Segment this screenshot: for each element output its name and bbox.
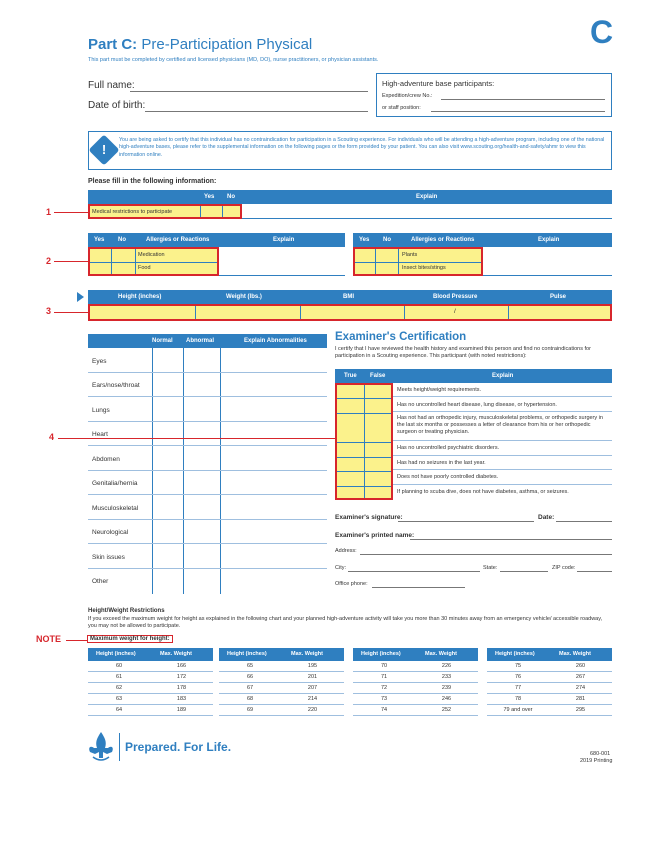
hw-table-header [487, 648, 612, 661]
vitals-row [88, 304, 612, 321]
hw-table-row [88, 683, 213, 694]
hw-weight-head: Max. Weight [160, 651, 192, 657]
hw-height-cell: 78 [514, 696, 522, 702]
exam-table [88, 348, 327, 594]
staff-field[interactable] [431, 111, 605, 112]
fill-in-label: Please fill in the following information: [88, 178, 217, 185]
hw-weight-cell: 183 [176, 696, 187, 702]
hw-table-row [88, 694, 213, 705]
hw-weight-cell: 274 [575, 685, 586, 691]
hw-weight-cell: 226 [441, 663, 452, 669]
printed-name-field[interactable] [410, 539, 612, 540]
bsa-logo [86, 730, 116, 764]
exam-row-neurological: Neurological [92, 529, 129, 536]
restrictions-label: Medical restrictions to participate [92, 209, 173, 215]
allergies-left-yes-head: Yes [94, 237, 105, 243]
cert-item-diabetes: Does not have poorly controlled diabetes. [397, 474, 499, 480]
allergies-right-no-head: No [383, 237, 391, 243]
dob-label: Date of birth: [88, 100, 146, 111]
exam-row-other: Other [92, 578, 109, 585]
restrictions-row [88, 204, 242, 219]
city-label: City: [335, 565, 346, 571]
hw-weight-cell: 252 [441, 707, 452, 713]
annotation-3-line [54, 312, 88, 313]
cert-checkboxes [335, 383, 393, 500]
hw-table [88, 648, 213, 716]
exam-row-skin: Skin issues [92, 554, 125, 561]
phone-label: Office phone: [335, 581, 368, 587]
hw-table-row [353, 705, 478, 716]
hw-table-row [487, 705, 612, 716]
allergy-insect-label: Insect bites/stings [402, 265, 446, 271]
exam-row-eyes: Eyes [92, 358, 107, 365]
hw-height-head: Height (inches) [495, 651, 535, 657]
hw-weight-head: Max. Weight [559, 651, 591, 657]
hw-table-row [88, 672, 213, 683]
restrictions-explain-head: Explain [416, 194, 438, 200]
annotation-1: 1 [46, 207, 52, 217]
allergies-left-title: Allergies or Reactions [146, 237, 210, 243]
vitals-header [88, 290, 612, 304]
hw-table-row [353, 661, 478, 672]
hw-height-cell: 71 [380, 674, 388, 680]
hw-table-row [487, 683, 612, 694]
crew-field[interactable] [441, 99, 605, 100]
hw-table [353, 648, 478, 716]
allergy-plants-label: Plants [402, 252, 418, 258]
hw-weight-cell: 295 [575, 707, 586, 713]
address-field[interactable] [360, 554, 612, 555]
hw-height-cell: 62 [115, 685, 123, 691]
exam-row-lungs: Lungs [92, 407, 110, 414]
allergies-right-title: Allergies or Reactions [411, 237, 475, 243]
footer-printing: 2019 Printing [580, 758, 613, 764]
phone-field[interactable] [372, 587, 465, 588]
hw-text: If you exceed the maximum weight for height as explained in the following chart and your planned high-adventure activity will take you more than 30 minutes away from an emergency vehicle/ accessible roadway, you may not be allowed to participate. [88, 616, 603, 629]
hw-table-row [219, 683, 344, 694]
exam-normal-head: Normal [152, 338, 173, 344]
allergies-left-header [88, 233, 345, 247]
vitals-weight-head: Weight (lbs.) [226, 294, 262, 300]
hw-weight-cell: 220 [307, 707, 318, 713]
certification-title: Examiner's Certification [335, 331, 467, 343]
footer-tagline: Prepared. For Life. [125, 740, 232, 754]
hw-table-row [353, 694, 478, 705]
state-label: State: [483, 565, 498, 571]
notice-box: ! You are being asked to certify that this individual has no contraindication for participation in a Scouting experience. For individuals who will be attending a high-adventure program, including one of the national high-adventure bases, please refer to the supplemental information on the following pages or the form provided by your patient. You can also visit www.scouting.org/health-and-safety/ahmr to view this information online. [88, 131, 612, 170]
exam-row-heart: Heart [92, 431, 108, 438]
date-label: Date: [538, 514, 555, 521]
hw-weight-cell: 281 [575, 696, 586, 702]
hw-weight-cell: 260 [575, 663, 586, 669]
title-part: Part C: [88, 36, 138, 53]
allergies-right-explain[interactable] [483, 247, 612, 276]
allergy-medication-label: Medication [138, 252, 165, 258]
dob-field[interactable] [145, 111, 368, 112]
hw-weight-cell: 233 [441, 674, 452, 680]
allergies-left-explain[interactable] [219, 247, 345, 276]
hw-table-row [353, 672, 478, 683]
vitals-bp-head: Blood Pressure [433, 294, 478, 300]
cert-item-height-weight: Meets height/weight requirements. [397, 387, 482, 393]
restrictions-no-head: No [227, 194, 235, 200]
allergies-right-header [353, 233, 612, 247]
hw-weight-cell: 189 [176, 707, 187, 713]
annotation-4-line [58, 438, 336, 439]
vitals-bmi-head: BMI [343, 294, 354, 300]
zip-field[interactable] [577, 571, 612, 572]
hw-height-cell: 73 [380, 696, 388, 702]
vitals-marker [77, 292, 84, 302]
annotation-1-line [54, 212, 88, 213]
vitals-height-head: Height (inches) [118, 294, 162, 300]
restrictions-header [88, 190, 612, 204]
hw-height-cell: 66 [246, 674, 254, 680]
signature-field[interactable] [398, 521, 534, 522]
hw-height-cell: 64 [115, 707, 123, 713]
hw-table-header [88, 648, 213, 661]
exam-row-genitalia: Genitalia/hernia [92, 480, 138, 487]
full-name-label: Full name: [88, 80, 135, 91]
hw-weight-cell: 214 [307, 696, 318, 702]
hw-table-row [353, 683, 478, 694]
hw-height-cell: 68 [246, 696, 254, 702]
allergies-right-explain-head: Explain [538, 237, 560, 243]
date-field[interactable] [556, 521, 612, 522]
exam-abnormal-head: Abnormal [186, 338, 215, 344]
annotation-note: NOTE [36, 634, 62, 644]
hw-height-cell: 72 [380, 685, 388, 691]
annotation-4: 4 [49, 432, 55, 442]
hw-weight-cell: 166 [176, 663, 187, 669]
staff-label: or staff position: [382, 105, 421, 111]
zip-label: ZIP code: [552, 565, 576, 571]
hw-table-header [219, 648, 344, 661]
high-adventure-title: High-adventure base participants: [382, 79, 495, 88]
exam-row-musculoskeletal: Musculoskeletal [92, 505, 139, 512]
cert-header [335, 369, 612, 383]
exam-explain-head: Explain Abnormalities [244, 338, 307, 344]
cert-explain-head: Explain [492, 373, 514, 379]
hw-height-cell: 69 [246, 707, 254, 713]
cert-false-head: False [370, 373, 386, 379]
hw-weight-cell: 267 [575, 674, 586, 680]
hw-height-cell: 76 [514, 674, 522, 680]
hw-weight-cell: 195 [307, 663, 318, 669]
annotation-2-line [54, 261, 88, 262]
hw-height-cell: 74 [380, 707, 388, 713]
hw-height-cell: 60 [115, 663, 123, 669]
hw-weight-head: Max. Weight [425, 651, 457, 657]
corner-letter: C [590, 14, 614, 50]
hw-table-row [487, 672, 612, 683]
certification-text: I certify that I have reviewed the health history and examined this person and find no contraindications for participation in a Scouting experience. This participant (with noted restrictions): [335, 346, 591, 359]
allergies-left-no-head: No [118, 237, 126, 243]
allergies-right-yes-head: Yes [359, 237, 370, 243]
hw-table [487, 648, 612, 716]
exam-row-abdomen: Abdomen [92, 456, 120, 463]
hw-height-cell: 63 [115, 696, 123, 702]
hw-title: Height/Weight Restrictions [88, 608, 165, 614]
hw-table-row [219, 705, 344, 716]
cert-item-heart: Has no uncontrolled heart disease, lung disease, or hypertension. [397, 402, 557, 408]
hw-table-header [353, 648, 478, 661]
exam-row-ent: Ears/nose/throat [92, 382, 140, 389]
hw-height-cell: 79 and over [503, 707, 533, 713]
annotation-2: 2 [46, 256, 52, 266]
title-rest: Pre-Participation Physical [141, 36, 313, 53]
hw-height-cell: 67 [246, 685, 254, 691]
annotation-note-line [66, 640, 87, 641]
city-field[interactable] [348, 571, 480, 572]
vitals-pulse-head: Pulse [550, 294, 567, 300]
cert-true-head: True [344, 373, 357, 379]
hw-table-row [219, 672, 344, 683]
restrictions-yes-head: Yes [204, 194, 215, 200]
notice-text: You are being asked to certify that this individual has no contraindication for participation in a Scouting experience. For individuals who will be attending a high-adventure program, including one of the national high-adventure bases, please refer to the supplemental information on the following pages or the form provided by your patient. You can also visit www.scouting.org/health-and-safety/ahmr to view this information online. [119, 137, 605, 158]
cert-item-orthopedic: Has not had an orthopedic injury, musculoskeletal problems, or orthopedic surgery in the last six months or possesses a letter of clearance from his or her orthopedic surgeon or treating physician. [397, 415, 603, 435]
hw-weight-cell: 207 [307, 685, 318, 691]
hw-weight-cell: 178 [176, 685, 187, 691]
allergies-right-box [353, 247, 483, 276]
hw-height-cell: 65 [246, 663, 254, 669]
restrictions-no-box[interactable] [223, 206, 242, 217]
address-label: Address: [335, 548, 357, 554]
full-name-field[interactable] [130, 91, 368, 92]
hw-height-head: Height (inches) [361, 651, 401, 657]
cert-item-scuba: If planning to scuba dive, does not have diabetes, asthma, or seizures. [397, 489, 569, 495]
crew-label: Expedition/crew No.: [382, 93, 433, 99]
allergies-left-explain-head: Explain [273, 237, 295, 243]
printed-name-label: Examiner's printed name: [335, 532, 415, 539]
hw-table-row [219, 661, 344, 672]
hw-height-head: Height (inches) [227, 651, 267, 657]
high-adventure-box [376, 73, 612, 117]
hw-weight-cell: 246 [441, 696, 452, 702]
cert-item-psychiatric: Has no uncontrolled psychiatric disorders. [397, 445, 500, 451]
hw-weight-cell: 239 [441, 685, 452, 691]
hw-height-cell: 70 [380, 663, 388, 669]
hw-height-cell: 61 [115, 674, 123, 680]
hw-height-cell: 77 [514, 685, 522, 691]
hw-table [219, 648, 344, 716]
cert-item-seizures: Has had no seizures in the last year. [397, 460, 486, 466]
annotation-3: 3 [46, 306, 52, 316]
state-field[interactable] [500, 571, 548, 572]
page-title [88, 36, 312, 53]
hw-table-row [219, 694, 344, 705]
footer-code: 680-001 [590, 751, 611, 757]
allergies-left-box [88, 247, 219, 276]
hw-table-row [88, 705, 213, 716]
hw-weight-head: Max. Weight [291, 651, 323, 657]
hw-weight-cell: 201 [307, 674, 318, 680]
hw-table-row [487, 661, 612, 672]
restrictions-yes-box[interactable] [201, 206, 222, 217]
title-subtitle: This part must be completed by certified and licensed physicians (MD, DO), nurse practitioners, or physician assistants. [88, 57, 379, 63]
hw-weight-cell: 172 [176, 674, 187, 680]
hw-height-cell: 75 [514, 663, 522, 669]
cert-items [393, 383, 612, 500]
signature-label: Examiner's signature: [335, 514, 403, 521]
allergy-food-label: Food [138, 265, 151, 271]
restrictions-explain-field[interactable] [242, 204, 612, 219]
hw-table-row [487, 694, 612, 705]
bp-separator: / [454, 308, 456, 315]
hw-height-head: Height (inches) [96, 651, 136, 657]
exam-header [88, 334, 327, 348]
hw-table-row [88, 661, 213, 672]
hw-max-label: Maximum weight for height: [87, 635, 173, 643]
